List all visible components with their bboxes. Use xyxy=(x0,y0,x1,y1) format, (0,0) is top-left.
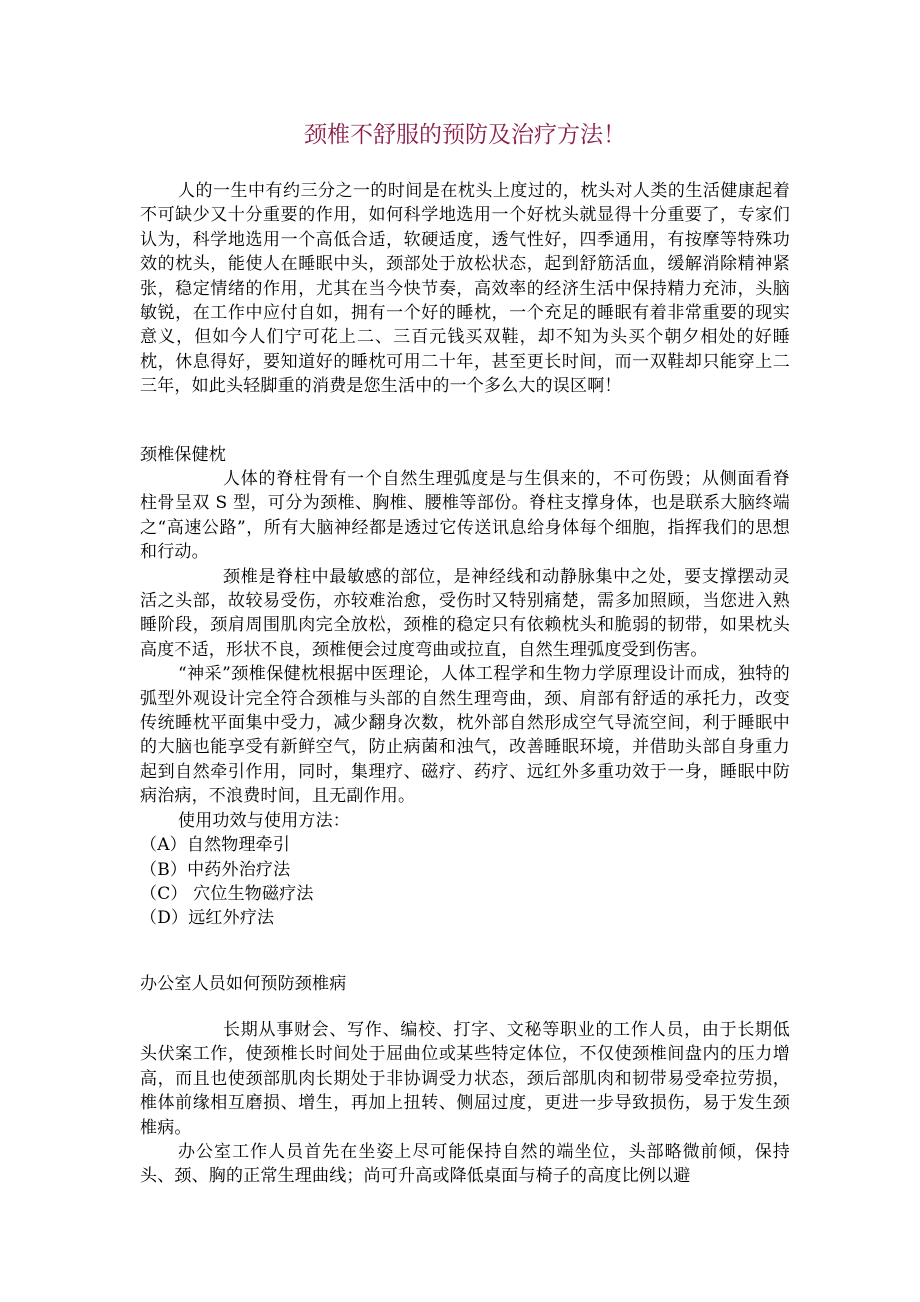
section-heading-pillow: 颈椎保健枕 xyxy=(140,445,226,465)
method-item: （D）远红外疗法 xyxy=(140,908,275,929)
intro-paragraph: 人的一生中有约三分之一的时间是在枕头上度过的，枕头对人类的生活健康起着不可缺少又十分重要的作用，如何科学地选用一个好枕头就显得十分重要了，专家们认为，科学地选用一个高低合适，软硬适度，透气性好，四季通用，有按摩等特殊功效的枕头，能使人在睡眠中头，颈部处于放松状态，起到舒筋活血，缓解消除精神紧张，稳定情绪的作用，尤其在当今快节奏，高效率的经济生活中保持精力充沛，头脑敏锐，在工作中应付自如，拥有一个好的睡枕，一个充足的睡眠有着非常重要的现实意义，但如今人们宁可花上二、三百元钱买双鞋，却不知为头买个朝夕相处的好睡枕，休息得好，要知道好的睡枕可用二十年，甚至更长时间，而一双鞋却只能穿上二三年，如此头轻脚重的消费是您生活中的一个多么大的误区啊！ xyxy=(140,181,790,397)
usage-heading: 使用功效与使用方法： xyxy=(178,810,350,831)
cervical-paragraph: 颈椎是脊柱中最敏感的部位，是神经线和动静脉集中之处，要支撑摆动灵活之头部，故较易受伤，亦较难治愈，受伤时又特别痛楚，需多加照顾，当您进入熟睡阶段，颈肩周围肌肉完全放松，颈椎的稳定只有依赖枕头和脆弱的韧带，如果枕头高度不适，形状不良，颈椎便会过度弯曲或拉直，自然生理弧度受到伤害。 xyxy=(140,566,790,660)
method-item: （C） 穴位生物磁疗法 xyxy=(140,883,314,904)
spine-paragraph: 人体的脊柱骨有一个自然生理弧度是与生俱来的，不可伤毁；从侧面看脊柱骨呈双 S 型，可分为颈椎、胸椎、腰椎等部份。脊柱支撑身体，也是联系大脑终端之“高速公路”，所有大脑神经都是透过它传送讯息给身体每个细胞，指挥我们的思想和行动。 xyxy=(140,469,790,563)
method-item: （B）中药外治疗法 xyxy=(140,859,291,880)
section-heading-office: 办公室人员如何预防颈椎病 xyxy=(140,974,347,994)
method-item: （A）自然物理牵引 xyxy=(140,835,291,856)
section-office-body xyxy=(140,1018,790,1189)
product-paragraph: “神采”颈椎保健枕根据中医理论，人体工程学和生物力学原理设计而成，独特的弧型外观设计完全符合颈椎与头部的自然生理弯曲，颈、肩部有舒适的承托力，改变传统睡枕平面集中受力，减少翻身次数，枕外部自然形成空气导流空间，利于睡眠中的大脑也能享受有新鲜空气，防止病菌和浊气，改善睡眠环境，并借助头部自身重力起到自然牵引作用，同时，集理疗、磁疗、药疗、远红外多重功效于一身，睡眠中防病治病，不浪费时间，且无副作用。 xyxy=(140,664,790,807)
office-paragraph-1: 长期从事财会、写作、编校、打字、文秘等职业的工作人员，由于长期低头伏案工作，使颈椎长时间处于屈曲位或某些特定体位，不仅使颈椎间盘内的压力增高，而且也使颈部肌肉长期处于非协调受力状态，颈后部肌肉和韧带易受牵拉劳损，椎体前缘相互磨损、增生，再加上扭转、侧屈过度，更进一步导致损伤，易于发生颈椎病。 xyxy=(140,1020,790,1138)
section-pillow-body xyxy=(140,467,790,931)
document-title: 颈椎不舒服的预防及治疗方法！ xyxy=(304,122,626,148)
office-paragraph-2: 办公室工作人员首先在坐姿上尽可能保持自然的端坐位，头部略微前倾，保持头、颈、胸的正常生理曲线；尚可升高或降低桌面与椅子的高度比例以避 xyxy=(140,1142,790,1187)
